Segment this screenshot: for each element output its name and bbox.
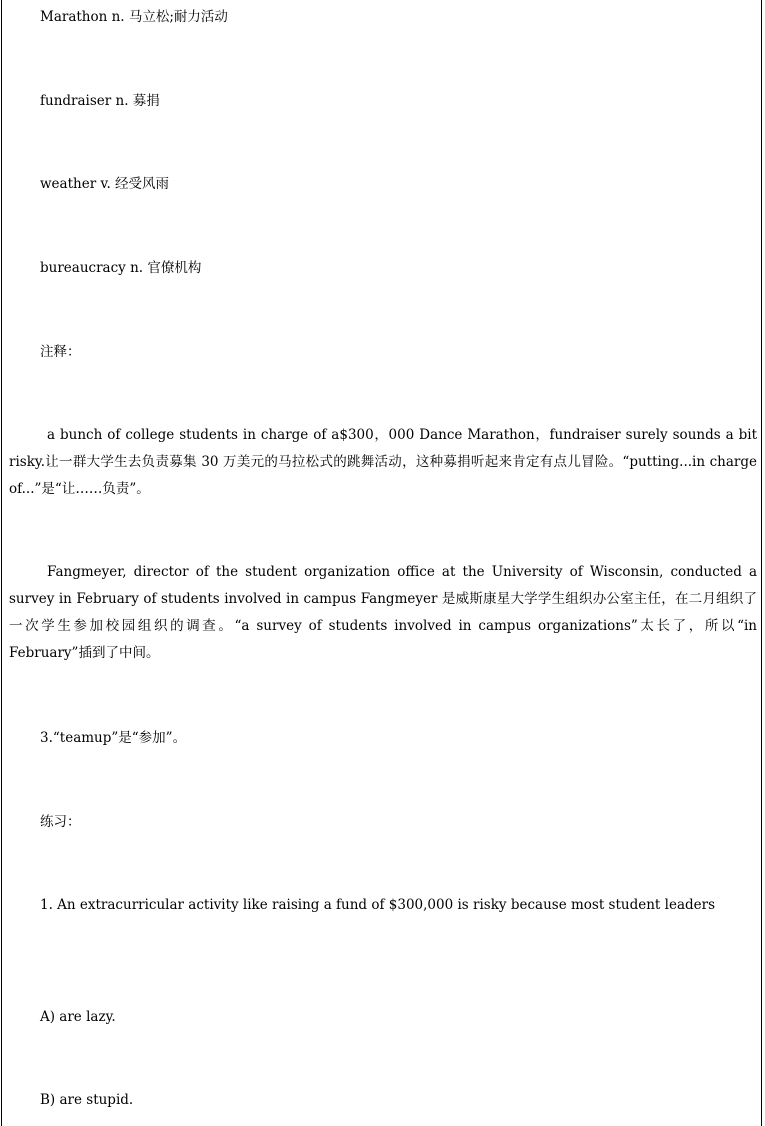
note-paragraph-1 xyxy=(9,422,757,503)
question-1-text: 1. An extracurricular activity like raising a fund of $300,000 is risky because most student leaders xyxy=(40,897,715,913)
vocab-item-marathon: Marathon n. 马立松;耐力活动 xyxy=(40,9,228,25)
vocab-item-fundraiser: fundraiser n. 募捐 xyxy=(40,93,160,109)
note-3: 3.“teamup”是“参加”。 xyxy=(40,730,187,746)
note-paragraph-2 xyxy=(9,559,757,667)
notes-heading: 注释： xyxy=(40,344,81,360)
vocab-item-weather: weather v. 经受风雨 xyxy=(40,176,170,192)
note-2-text: Fangmeyer, director of the student organization office at the University of Wisconsin, conducted a survey in February of students involved in campus Fangmeyer 是威斯康星大学学生组织办公室主任，在二月组织了一次学生参加校园组织的调查。“a survey of students involved in campus organizations”太长了，所以“in February”插到了中间。 xyxy=(9,564,757,661)
vocab-item-bureaucracy: bureaucracy n. 官僚机构 xyxy=(40,260,202,276)
document-page xyxy=(1,0,762,1126)
option-a: A) are lazy. xyxy=(40,1009,116,1025)
note-1-text: a bunch of college students in charge of a$300，000 Dance Marathon，fundraiser surely sounds a bit risky.让一群大学生去负责募集 30 万美元的马拉松式的跳舞活动，这种募捐听起来肯定有点儿冒险。“putting...in charge of...”是“让……负责”。 xyxy=(9,427,757,497)
question-1 xyxy=(9,892,757,919)
option-b: B) are stupid. xyxy=(40,1092,134,1108)
exercise-heading: 练习： xyxy=(40,814,81,830)
